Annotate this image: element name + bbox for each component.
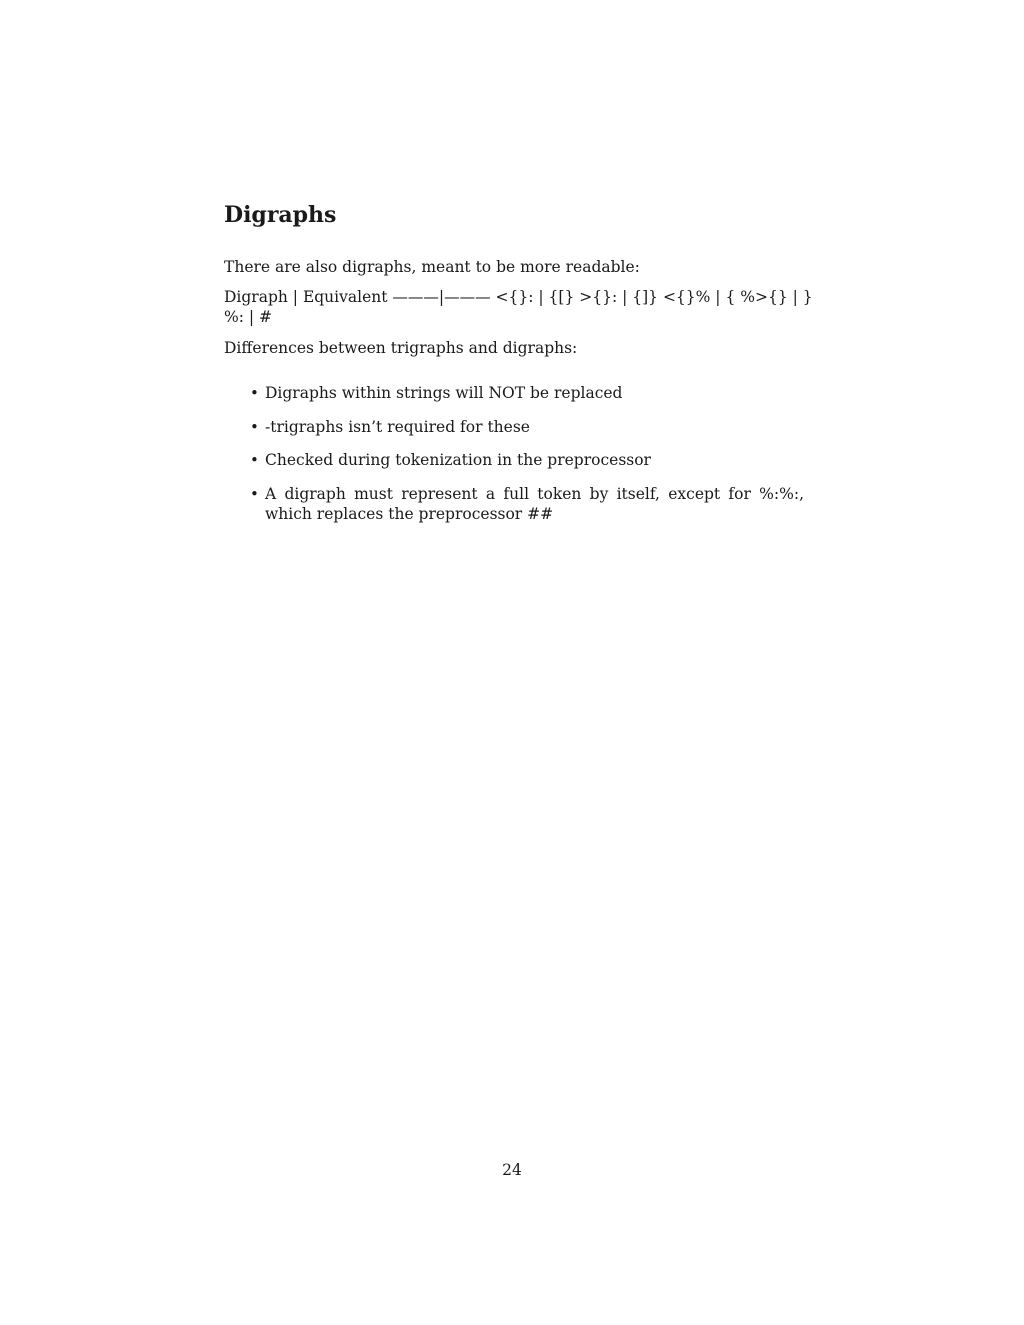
differences-list [224, 383, 804, 537]
digraph-table-text [224, 287, 813, 327]
list-item [224, 383, 804, 403]
list-item [224, 484, 804, 524]
page-number: 24 [502, 1161, 522, 1179]
list-item-text: Digraphs within strings will NOT be replaced [265, 384, 623, 402]
bullet-icon: • [250, 417, 259, 436]
digraph-table-line-1: Digraph | Equivalent ———|——— <{}: | {[} >{}: | {]} <{}% | { %>{} | } [224, 288, 813, 306]
list-item-text: A digraph must represent a full token by itself, except for %:%:, which replaces the preprocessor ## [265, 484, 804, 523]
intro-paragraph: There are also digraphs, meant to be more readable: [224, 258, 640, 276]
differences-paragraph: Differences between trigraphs and digraphs: [224, 339, 578, 357]
list-item [224, 417, 804, 437]
bullet-icon: • [250, 451, 259, 469]
bullet-icon: • [250, 484, 259, 503]
list-item-text: -trigraphs isn’t required for these [265, 417, 530, 436]
list-item [224, 450, 804, 470]
bullet-icon: • [250, 384, 259, 402]
digraph-table-line-2: %: | # [224, 308, 273, 326]
list-item-text: Checked during tokenization in the preprocessor [265, 451, 651, 469]
section-title: Digraphs [224, 202, 337, 228]
